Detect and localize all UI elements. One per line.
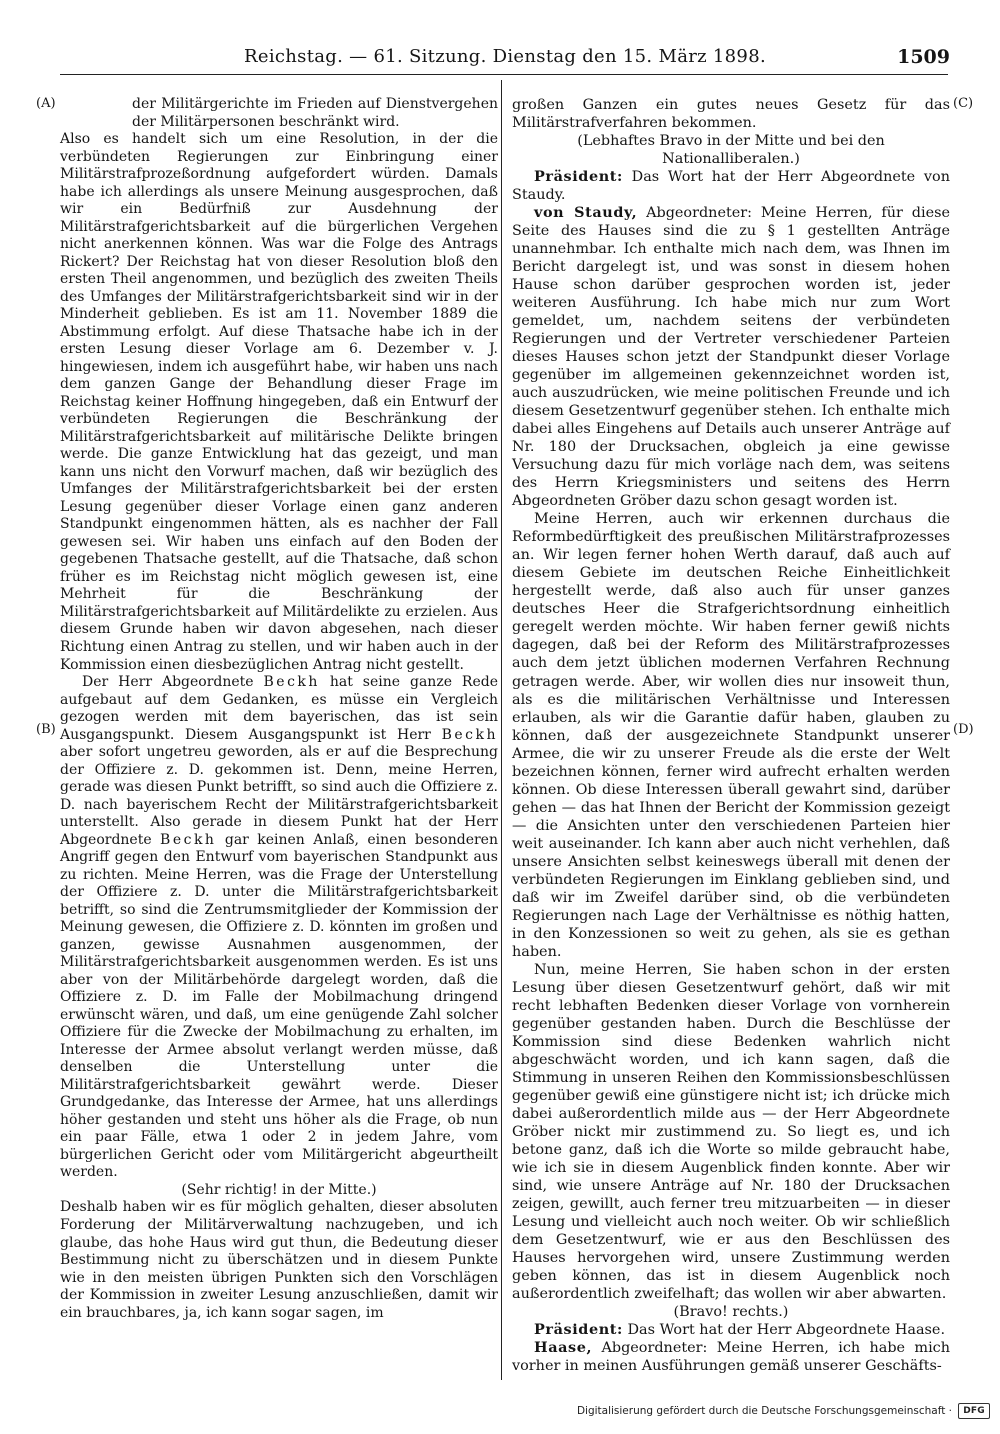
column-divider (501, 80, 502, 1380)
speaker-name: Beckh (263, 674, 320, 691)
paragraph: Nun, meine Herren, Sie haben schon in der ersten Lesung über diesen Gesetzentwurf gehört, daß wir mit recht lebhaften Bedenken dieser Vorlage von vornherein gegenüber gestanden haben. Durch die Beschlüsse der Kommission sind diese Bedenken wahrlich nicht abgeschwächt worden, und ich kann sagen, daß die Stimmung in unseren Reihen den Kommissionsbeschlüssen gegenüber gewiß eine günstigere nicht ist; ich drücke mich dabei außerordentlich milde aus — der Herr Abgeordnete Gröber nickt mir zustimmend zu. So liegt es, und ich betone ganz, daß ich die Worte so milde gebraucht habe, wie ich sie in diesem Augenblick finden konnte. Aber wir sind, wie unsere Anträge auf Nr. 180 der Drucksachen zeigen, gewillt, auch ferner treu mitzuarbeiten — in dieser Lesung und vielleicht auch noch weiter. Ob wir schließlich dem Gesetzentwurf, wie er aus den Beschlüssen des Hauses hervorgehen wird, unsere Zustimmung werden geben können, das ist in diesem Augenblick noch außerordentlich zweifelhaft; das wollen wir aber abwarten. (512, 961, 950, 1303)
paragraph: Deshalb haben wir es für möglich gehalten, dieser absoluten Forderung der Militärverwaltung nachzugeben, und ich glaube, das hohe Haus wird gut thun, die Bedeutung dieser Bestimmung nicht zu überschätzen und in diesem Punkte wie in den meisten übrigen Punkten sich den Vorschlägen der Kommission in zweiter Lesung anzuschließen, damit wir ein brauchbares, ja, ich kann sogar sagen, im (60, 1199, 498, 1321)
paragraph: Der Herr Abgeordnete Beckh hat seine ganze Rede aufgebaut auf dem Gedanken, es müsse ein Vergleich gezogen werden mit dem bayerischen, das ist sein Ausgangspunkt. Diesem Ausgangspunkt ist Herr Beckh aber sofort ungetreu geworden, als er auf die Besprechung der Offiziere z. D. gekommen ist. Denn, meine Herren, gerade was diesen Punkt betrifft, so sind auch die Offiziere z. D. nach bayerischem Recht der Militärstrafgerichtsbarkeit unterstellt. Also gerade in diesem Punkt hat der Herr Abgeordnete Beckh gar keinen Anlaß, einen besonderen Angriff gegen den Entwurf vom bayerischen Standpunkt aus zu richten. Meine Herren, was die Frage der Unterstellung der Offiziere z. D. unter die Militärstrafgerichtsbarkeit betrifft, so sind die Zentrumsmitglieder der Kommission der Meinung gewesen, die Offiziere z. D. könnten im großen und ganzen, gewisse Ausnahmen ausgenommen, der Militärstrafgerichtsbarkeit ausgenommen werden. Es ist uns aber von der Militärbehörde dargelegt worden, daß die Offiziere z. D. im Falle der Mobilmachung dringend erwünscht wären, und daß, um eine genügende Zahl solcher Offiziere für die Zwecke der Mobilmachung zu erhalten, im Interesse der Armee absolut verlangt werden müsse, daß denselben die Unterstellung unter die Militärstrafgerichtsbarkeit gewährt werde. Dieser Grundgedanke, das Interesse der Armee, hat uns allerdings höher gestanden und steht uns höher als die Frage, ob nun ein paar Fälle, etwa 1 oder 2 in jedem Jahre, vom bürgerlichen Gericht oder vom Militärgericht abgeurtheilt werden. (60, 674, 498, 1181)
paragraph: Also es handelt sich um eine Resolution, in der die verbündeten Regierungen zur Einbringung einer Militärstrafprozeßordnung aufgefordert würden. Damals habe ich allerdings als unsere Meinung ausgesprochen, daß wir ein Bedürfniß zur Ausdehnung der Militärstrafgerichtsbarkeit auf die bürgerlichen Vergehen nicht anerkennen können. Was war die Folge des Antrags Rickert? Der Reichstag hat von dieser Resolution bloß den ersten Theil angenommen, und bezüglich des zweiten Theils des Umfanges der Militärstrafgerichtsbarkeit sind wir in der Minderheit geblieben. Es ist am 11. November 1889 die Abstimmung erfolgt. Auf diese Thatsache habe ich in der ersten Lesung dieser Vorlage am 6. Dezember v. J. hingewiesen, indem ich ausgeführt habe, wir haben uns nach dem ganzen Gange der Behandlung dieser Frage im Reichstag keiner Hoffnung hingegeben, daß ein Entwurf der verbündeten Regierungen die Beschränkung der Militärstrafgerichtsbarkeit auf militärische Delikte bringen werde. Die ganze Entwicklung hat das gezeigt, und man kann uns nicht den Vorwurf machen, daß wir bezüglich des Umfanges der Militärstrafgerichtsbarkeit bei der ersten Lesung gegenüber dieser Vorlage einen ganz anderen Standpunkt eingenommen hätten, als es nachher der Fall gewesen sei. Wir haben uns einfach auf den Boden der gegebenen Thatsache gestellt, auf die Thatsache, daß schon früher es im Reichstag nicht möglich gewesen ist, eine Mehrheit für die Beschränkung der Militärstrafgerichtsbarkeit auf Militärdelikte zu erzielen. Aus diesem Grunde haben wir davon abgesehen, nach dieser Richtung einen Antrag zu stellen, und wir haben auch in der Kommission einen diesbezüglichen Antrag nicht gestellt. (60, 131, 498, 673)
paragraph: Meine Herren, auch wir erkennen durchaus die Reformbedürftigkeit des preußischen Militärstrafprozesses an. Wir legen ferner hohen Werth darauf, daß auch auf diesem Gebiete im deutschen Reiche Einheitlichkeit hergestellt werde, daß also auch für unser ganzes deutsches Heer die Strafgerichtsordnung einheitlich geregelt werden möchte. Wir haben ferner gewiß nichts dagegen, daß bei der Reform des Militärstrafprozesses auch dem jetzt üblichen modernen Verfahren Rechnung getragen werde. Aber, wir wollen dies nur insoweit thun, als es die militärischen Verhältnisse und Interessen erlauben, als wir die Garantie dafür haben, glauben zu können, daß der ausgezeichnete Standpunkt unserer Armee, die wir zu unserer Freude als die erste der Welt bezeichnen können, ferner wird aufrecht erhalten werden können. Ob diese Interessen überall gewahrt sind, darüber gehen — das hat Ihnen der Bericht der Kommission gezeigt — die Ansichten unter den verschiedenen Parteien hier weit auseinander. Ich kann aber auch nicht verhehlen, daß unsere Ansichten selbst keineswegs überall mit denen der verbündeten Regierungen im Einklang geblieben sind, und daß wir im Zweifel darüber sind, ob die verbündeten Regierungen nach Lage der Verhältnisse es nöthig hatten, in den Konzessionen so weit zu gehen, als sie es gethan haben. (512, 511, 950, 960)
credit-text: Digitalisierung gefördert durch die Deutsche Forschungsgemeinschaft · (576, 1405, 952, 1417)
paragraph: Präsident: Das Wort hat der Herr Abgeordnete von Staudy. (512, 168, 950, 204)
left-column (60, 96, 498, 1322)
page-number: 1509 (897, 46, 950, 68)
paragraph: von Staudy, Abgeordneter: Meine Herren, für diese Seite des Hauses sind die zu § 1 gestellten Anträge unannehmbar. Ich enthalte mich nach dem, was Ihnen im Bericht dargelegt ist, und was sonst in diesem hohen Hause schon darüber gesprochen worden ist, jeder weiteren Ausführung. Ich habe mich nur zum Wort gemeldet, um, nachdem seitens der verbündeten Regierungen und der Vertreter verschiedener Parteien dieses Hauses schon jetzt der Standpunkt dieser Vorlage gegenüber im allgemeinen gekennzeichnet worden ist, auch auszudrücken, wie meine politischen Freunde und ich diesem Gesetzentwurf gegenüber stehen. Ich enthalte mich dabei alles Eingehens auf Details auch unserer Anträge auf Nr. 180 der Drucksachen, obgleich ja eine gewisse Versuchung dazu für mich vorläge nach dem, was seitens des Herrn Kriegsministers und seitens des Herrn Abgeordneten Gröber dazu schon gesagt worden ist. (512, 204, 950, 510)
header-rule (60, 74, 948, 75)
paragraph: Haase, Abgeordneter: Meine Herren, ich habe mich vorher in meinen Ausführungen gemäß unserer Geschäfts- (512, 1339, 950, 1375)
paragraph: großen Ganzen ein gutes neues Gesetz für das Militärstrafverfahren bekommen. (512, 97, 950, 132)
interjection: (Sehr richtig! in der Mitte.) (181, 1181, 377, 1198)
dfg-logo-icon: DFG (958, 1403, 990, 1419)
paragraph: Präsident: Das Wort hat der Herr Abgeordnete Haase. (534, 1321, 946, 1339)
paragraph: der Militärgerichte im Frieden auf Dienstvergehen der Militärpersonen beschränkt wird. (132, 96, 498, 130)
page-header (60, 46, 950, 72)
running-title: Reichstag. — 61. Sitzung. Dienstag den 15. März 1898. (244, 46, 766, 67)
speaker-label: Haase, (534, 1339, 593, 1357)
margin-marker-d: (D) (953, 722, 974, 737)
interjection: (Lebhaftes Bravo in der Mitte und bei den Nationalliberalen.) (577, 133, 885, 168)
digitization-credit (577, 1403, 990, 1419)
speaker-label: von Staudy, (534, 204, 638, 222)
speaker-name: Beckh (160, 831, 217, 848)
margin-marker-a: (A) (36, 96, 56, 111)
right-column (512, 96, 950, 1375)
speaker-label: Präsident: (534, 1321, 623, 1339)
margin-marker-b: (B) (36, 722, 56, 737)
margin-marker-c: (C) (953, 96, 974, 111)
interjection: (Bravo! rechts.) (673, 1304, 789, 1321)
speaker-label: Präsident: (534, 168, 623, 186)
speaker-name: Beckh (441, 726, 498, 743)
